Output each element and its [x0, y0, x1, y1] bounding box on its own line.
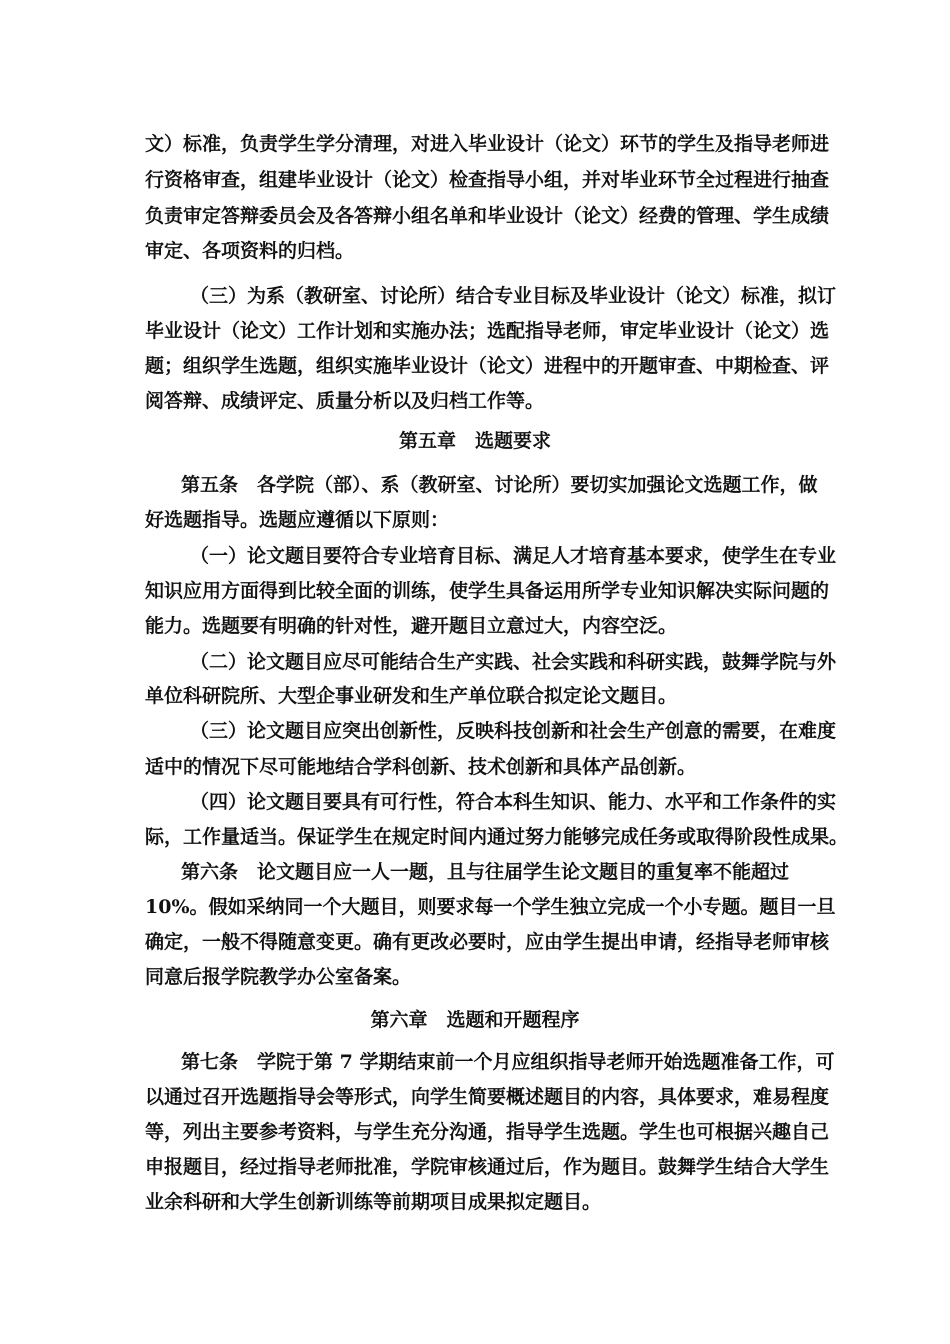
text-line: 知识应用方面得到比较全面的训练，使学生具备运用所学专业知识解决实际问题的	[145, 580, 830, 602]
text-line: 能力。选题要有明确的针对性，避开题目立意过大，内容空泛。	[145, 615, 678, 637]
text-line: （四）论文题目要具有可行性，符合本科生知识、能力、水平和工作条件的实	[190, 791, 837, 813]
text-line: 文）标准，负责学生学分清理，对进入毕业设计（论文）环节的学生及指导老师进	[145, 133, 830, 155]
text-line: 以通过召开选题指导会等形式，向学生简要概述题目的内容，具体要求，难易程度	[145, 1086, 830, 1108]
text-line: 10%。假如采纳同一个大题目，则要求每一个学生独立完成一个小专题。题目一旦	[145, 896, 836, 918]
chapter-six-heading: 第六章 选题和开题程序	[370, 1009, 580, 1031]
text-line: （三）论文题目应突出创新性，反映科技创新和社会生产创意的需要，在难度	[190, 720, 837, 742]
text-line: 好选题指导。选题应遵循以下原则：	[145, 509, 450, 531]
text-line: 等，列出主要参考资料，与学生充分沟通，指导学生选题。学生也可根据兴趣自己	[145, 1121, 830, 1143]
text-line: （二）论文题目应尽可能结合生产实践、社会实践和科研实践，鼓舞学院与外	[190, 651, 837, 673]
text-line: 际，工作量适当。保证学生在规定时间内通过努力能够完成任务或取得阶段性成果。	[145, 826, 849, 848]
text-line: 申报题目，经过指导老师批准，学院审核通过后，作为题目。鼓舞学生结合大学生	[145, 1156, 830, 1178]
text-line: 毕业设计（论文）工作计划和实施办法；选配指导老师，审定毕业设计（论文）选	[145, 320, 830, 342]
text-line: 审定、各项资料的归档。	[145, 240, 355, 262]
text-line: 第六条 论文题目应一人一题，且与往届学生论文题目的重复率不能超过	[181, 861, 790, 883]
text-line: 同意后报学院教学办公室备案。	[145, 966, 412, 988]
text-line: 负责审定答辩委员会及各答辩小组名单和毕业设计（论文）经费的管理、学生成绩	[145, 205, 830, 227]
text-line: 阅答辩、成绩评定、质量分析以及归档工作等。	[145, 390, 545, 412]
text-line: 单位科研院所、大型企事业研发和生产单位联合拟定论文题目。	[145, 685, 678, 707]
text-line: 适中的情况下尽可能地结合学科创新、技术创新和具体产品创新。	[145, 756, 697, 778]
text-line: 行资格审查，组建毕业设计（论文）检查指导小组，并对毕业环节全过程进行抽查	[145, 169, 830, 191]
text-line: 第五条 各学院（部）、系（教研室、讨论所）要切实加强论文选题工作，做	[181, 474, 818, 496]
text-line: 确定，一般不得随意变更。确有更改必要时，应由学生提出申请，经指导老师审核	[145, 931, 830, 953]
text-line: （一）论文题目要符合专业培育目标、满足人才培育基本要求，使学生在专业	[190, 545, 837, 567]
text-line: 业余科研和大学生创新训练等前期项目成果拟定题目。	[145, 1191, 602, 1213]
chapter-five-heading: 第五章 选题要求	[398, 430, 551, 452]
text-line: 题；组织学生选题，组织实施毕业设计（论文）进程中的开题审查、中期检查、评	[145, 355, 830, 377]
text-line: （三）为系（教研室、讨论所）结合专业目标及毕业设计（论文）标准，拟订	[190, 285, 837, 307]
text-line: 第七条 学院于第 7 学期结束前一个月应组织指导老师开始选题准备工作，可	[181, 1051, 835, 1073]
